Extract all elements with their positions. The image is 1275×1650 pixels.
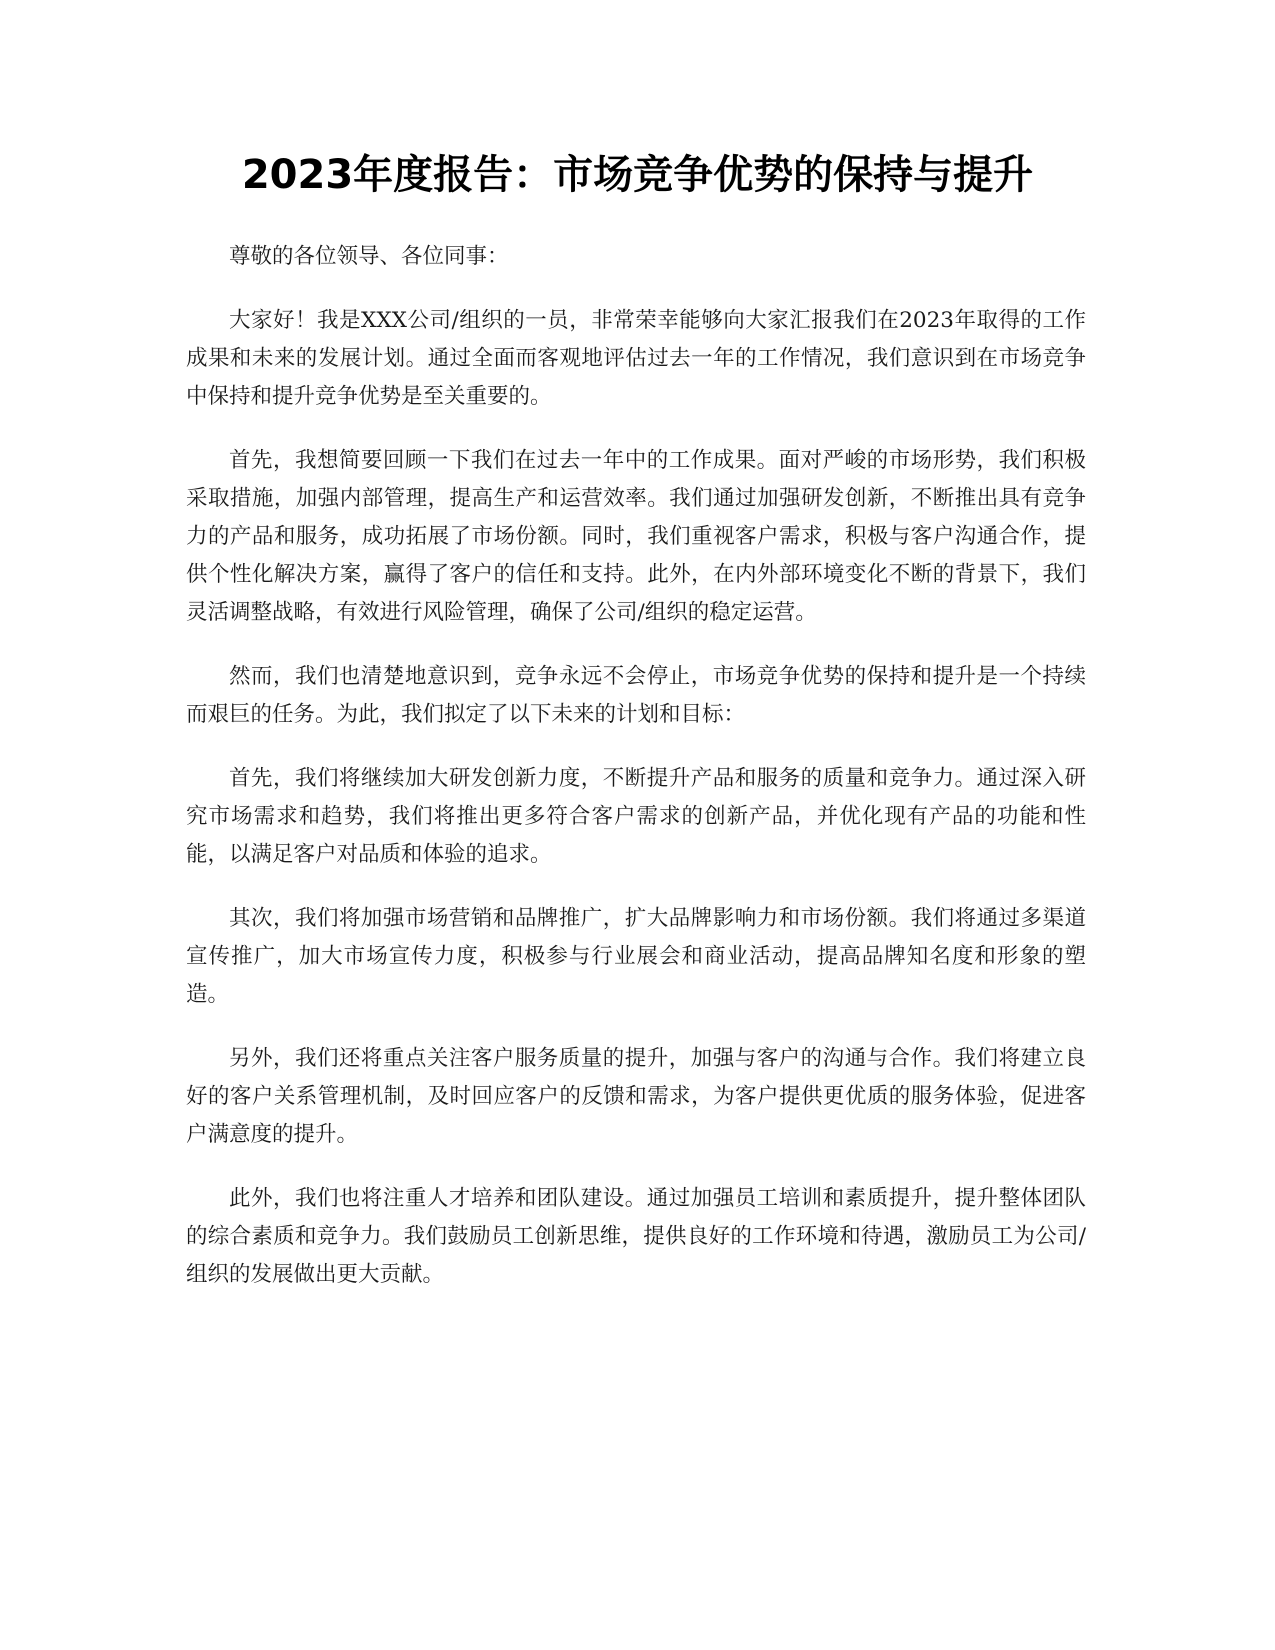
transition-paragraph: 然而，我们也清楚地意识到，竞争永远不会停止，市场竞争优势的保持和提升是一个持续而艰巨的任务。为此，我们拟定了以下未来的计划和目标： — [186, 664, 1086, 727]
document-body — [186, 238, 1086, 1320]
plan-talent-paragraph: 此外，我们也将注重人才培养和团队建设。通过加强员工培训和素质提升，提升整体团队的综合素质和竞争力。我们鼓励员工创新思维，提供良好的工作环境和待遇，激励员工为公司/组织的发展做出更大贡献。 — [186, 1186, 1086, 1287]
document-title: 2023年度报告：市场竞争优势的保持与提升 — [241, 152, 1034, 198]
review-paragraph: 首先，我想简要回顾一下我们在过去一年中的工作成果。面对严峻的市场形势，我们积极采取措施，加强内部管理，提高生产和运营效率。我们通过加强研发创新，不断推出具有竞争力的产品和服务，成功拓展了市场份额。同时，我们重视客户需求，积极与客户沟通合作，提供个性化解决方案，赢得了客户的信任和支持。此外，在内外部环境变化不断的背景下，我们灵活调整战略，有效进行风险管理，确保了公司/组织的稳定运营。 — [186, 448, 1086, 625]
plan-marketing-paragraph: 其次，我们将加强市场营销和品牌推广，扩大品牌影响力和市场份额。我们将通过多渠道宣传推广，加大市场宣传力度，积极参与行业展会和商业活动，提高品牌知名度和形象的塑造。 — [186, 906, 1086, 1007]
plan-service-paragraph: 另外，我们还将重点关注客户服务质量的提升，加强与客户的沟通与合作。我们将建立良好的客户关系管理机制，及时回应客户的反馈和需求，为客户提供更优质的服务体验，促进客户满意度的提升。 — [186, 1046, 1086, 1147]
intro-paragraph: 大家好！我是XXX公司/组织的一员，非常荣幸能够向大家汇报我们在2023年取得的工作成果和未来的发展计划。通过全面而客观地评估过去一年的工作情况，我们意识到在市场竞争中保持和提升竞争优势是至关重要的。 — [186, 308, 1086, 409]
salutation-paragraph: 尊敬的各位领导、各位同事： — [229, 244, 509, 269]
plan-rnd-paragraph: 首先，我们将继续加大研发创新力度，不断提升产品和服务的质量和竞争力。通过深入研究市场需求和趋势，我们将推出更多符合客户需求的创新产品，并优化现有产品的功能和性能，以满足客户对品质和体验的追求。 — [186, 766, 1086, 867]
